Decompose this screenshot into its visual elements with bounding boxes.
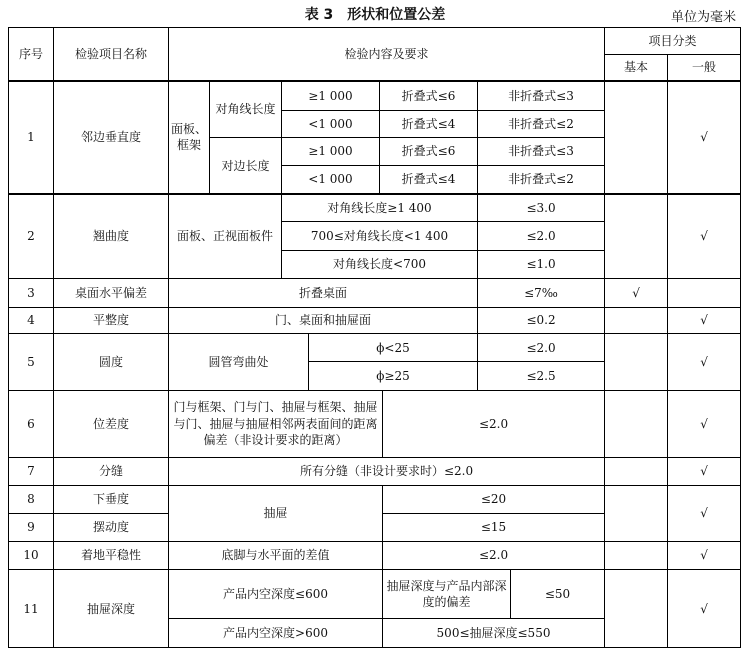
row5-val1: ≤2.0: [478, 334, 605, 362]
row9-val: ≤15: [383, 514, 605, 542]
row5-part: 圆管弯曲处: [169, 334, 309, 390]
row5-basic: [605, 334, 668, 390]
row2-val2: ≤2.0: [478, 222, 605, 251]
row1-lt-a: <1 000: [282, 110, 380, 138]
header-category: 项目分类: [605, 28, 741, 55]
row1-lt-b: <1 000: [282, 165, 380, 194]
row1-name: 邻边垂直度: [54, 81, 169, 194]
row4-no: 4: [9, 307, 54, 334]
row11-no: 11: [9, 570, 54, 648]
row1-nfold2-a: 非折叠式≤2: [478, 110, 605, 138]
row2-cond3: 对角线长度<700: [282, 250, 478, 279]
row6-no: 6: [9, 390, 54, 457]
row1-part: 面板、框架: [169, 81, 210, 194]
row3-val: ≤7‰: [478, 279, 605, 308]
row1-nfold3-a: 非折叠式≤3: [478, 81, 605, 111]
row10-no: 10: [9, 541, 54, 570]
row2-cond2: 700≤对角线长度<1 400: [282, 222, 478, 251]
row2-basic: [605, 194, 668, 279]
row4-cond: 门、桌面和抽屉面: [169, 307, 478, 334]
row2-cond1: 对角线长度≥1 400: [282, 194, 478, 222]
row5-no: 5: [9, 334, 54, 390]
row6-name: 位差度: [54, 390, 169, 457]
row10-basic: [605, 541, 668, 570]
row1-diag: 对角线长度: [210, 81, 282, 138]
row5-val2: ≤2.5: [478, 361, 605, 390]
row11-check: √: [668, 570, 741, 648]
row10-name: 着地平稳性: [54, 541, 169, 570]
row1-fold4-b: 折叠式≤4: [380, 165, 478, 194]
row89-part: 抽屉: [169, 485, 383, 541]
row7-check: √: [668, 457, 741, 485]
row2-val1: ≤3.0: [478, 194, 605, 222]
row7-basic: [605, 457, 668, 485]
row10-check: √: [668, 541, 741, 570]
header-general: 一般: [668, 54, 741, 81]
row3-check: √: [605, 279, 668, 308]
row7-name: 分缝: [54, 457, 169, 485]
row1-nfold2-b: 非折叠式≤2: [478, 165, 605, 194]
row3-no: 3: [9, 279, 54, 308]
row6-check: √: [668, 390, 741, 457]
row89-basic: [605, 485, 668, 541]
table-title: 表 3 形状和位置公差: [304, 7, 446, 23]
row89-check: √: [668, 485, 741, 541]
row2-name: 翘曲度: [54, 194, 169, 279]
row11-name: 抽屉深度: [54, 570, 169, 648]
row5-cond2: ϕ≥25: [309, 361, 478, 390]
row9-no: 9: [9, 514, 54, 542]
row3-cond: 折叠桌面: [169, 279, 478, 308]
row1-nfold3-b: 非折叠式≤3: [478, 138, 605, 166]
row6-val: ≤2.0: [383, 390, 605, 457]
row1-fold4-a: 折叠式≤4: [380, 110, 478, 138]
row2-check: √: [668, 194, 741, 279]
row9-name: 摆动度: [54, 514, 169, 542]
row11-basic: [605, 570, 668, 648]
row3-general: [668, 279, 741, 308]
row11-cond2-val: 500≤抽屉深度≤550: [383, 619, 605, 648]
row5-name: 圆度: [54, 334, 169, 390]
row1-side: 对边长度: [210, 138, 282, 194]
row1-ge-b: ≥1 000: [282, 138, 380, 166]
row11-cond1-label: 抽屉深度与产品内部深度的偏差: [383, 570, 511, 619]
row6-basic: [605, 390, 668, 457]
row11-cond1: 产品内空深度≤600: [169, 570, 383, 619]
row2-no: 2: [9, 194, 54, 279]
row1-fold6-b: 折叠式≤6: [380, 138, 478, 166]
row10-cond: 底脚与水平面的差值: [169, 541, 383, 570]
row1-ge-a: ≥1 000: [282, 81, 380, 111]
row8-val: ≤20: [383, 485, 605, 514]
unit-note: 单位为毫米: [670, 10, 736, 25]
row7-no: 7: [9, 457, 54, 485]
row3-name: 桌面水平偏差: [54, 279, 169, 308]
row10-val: ≤2.0: [383, 541, 605, 570]
header-item: 检验项目名称: [54, 28, 169, 81]
row4-name: 平整度: [54, 307, 169, 334]
header-basic: 基本: [605, 54, 668, 81]
row1-fold6-a: 折叠式≤6: [380, 81, 478, 111]
row11-cond2: 产品内空深度>600: [169, 619, 383, 648]
row1-basic: [605, 81, 668, 194]
row5-check: √: [668, 334, 741, 390]
row4-basic: [605, 307, 668, 334]
row6-cond: 门与框架、门与门、抽屉与框架、抽屉与门、抽屉与抽屉相邻两表面间的距离偏差（非设计要求的距离）: [169, 390, 383, 457]
header-content: 检验内容及要求: [169, 28, 605, 81]
row4-check: √: [668, 307, 741, 334]
tolerance-table: [8, 27, 741, 648]
row2-part: 面板、正视面板件: [169, 194, 282, 279]
row1-check: √: [668, 81, 741, 194]
row11-cond1-val: ≤50: [511, 570, 605, 619]
row2-val3: ≤1.0: [478, 250, 605, 279]
row5-cond1: ϕ<25: [309, 334, 478, 362]
row8-no: 8: [9, 485, 54, 514]
table-caption: [0, 0, 750, 28]
header-no: 序号: [9, 28, 54, 81]
row1-no: 1: [9, 81, 54, 194]
row7-cond: 所有分缝（非设计要求时）≤2.0: [169, 457, 605, 485]
row8-name: 下垂度: [54, 485, 169, 514]
row4-val: ≤0.2: [478, 307, 605, 334]
